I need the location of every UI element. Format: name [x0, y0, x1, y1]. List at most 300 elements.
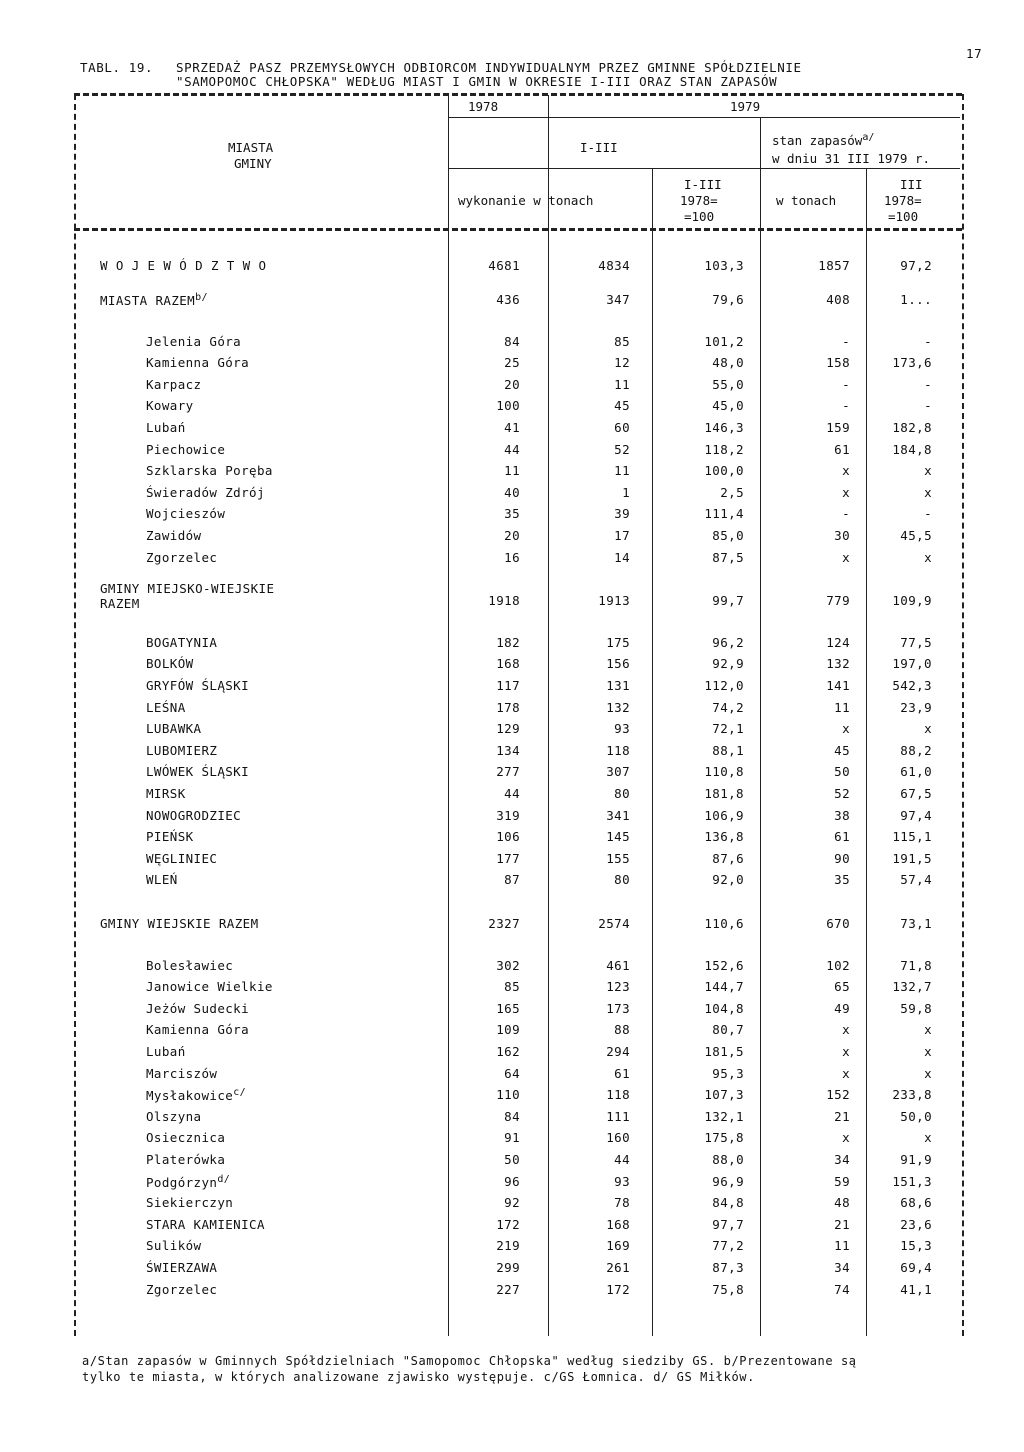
cell-value: 11 [834, 1238, 850, 1253]
cell-value: x [842, 1044, 850, 1059]
cell-value: 80 [614, 872, 630, 887]
cell-value: 141 [826, 678, 850, 693]
row-label [146, 1282, 217, 1297]
row-label-text: Osiecznica [146, 1130, 226, 1145]
cell-value: x [924, 1022, 932, 1037]
row-label [146, 1001, 249, 1016]
cell-value: 41 [504, 420, 520, 435]
row-label [146, 442, 225, 457]
cell-value: 52 [614, 442, 630, 457]
table-row [0, 377, 1024, 397]
row-label-text: LWÓWEK ŚLĄSKI [146, 764, 250, 779]
row-label-text: Lubań [146, 420, 186, 435]
cell-value: 40 [504, 485, 520, 500]
row-label [146, 743, 217, 758]
row-label-text: Zawidów [146, 528, 202, 543]
stock-header-sup: a/ [862, 132, 875, 143]
row-label-text: WLEŃ [146, 872, 178, 887]
table-row [0, 721, 1024, 741]
cell-value: 48 [834, 1195, 850, 1210]
table-row [0, 1130, 1024, 1150]
row-label-text: Piechowice [146, 442, 226, 457]
cell-value: 118,2 [704, 442, 744, 457]
cell-value: 41,1 [900, 1282, 932, 1297]
cell-value: 123 [606, 979, 630, 994]
row-label-footnote: d/ [217, 1174, 231, 1185]
cell-value: 11 [504, 463, 520, 478]
cell-value: 159 [826, 420, 850, 435]
row-label [146, 1195, 233, 1210]
cell-value: 302 [496, 958, 520, 973]
stock-header-text: stan zapasów [772, 133, 863, 149]
table-row [0, 829, 1024, 849]
cell-value: 87 [504, 872, 520, 887]
cell-value: 219 [496, 1238, 520, 1253]
cell-value: 100 [496, 398, 520, 413]
row-label [146, 506, 225, 521]
cell-value: 129 [496, 721, 520, 736]
cell-value: 52 [834, 786, 850, 801]
cell-value: 97,2 [900, 258, 932, 273]
cell-value: 146,3 [704, 420, 744, 435]
cell-value: 48,0 [712, 355, 744, 370]
cell-value: 182 [496, 635, 520, 650]
table-row [0, 506, 1024, 526]
cell-value: 117 [496, 678, 520, 693]
cell-value: 96,2 [712, 635, 744, 650]
row-label-text: Sulików [146, 1238, 202, 1253]
cell-value: 162 [496, 1044, 520, 1059]
cell-value: 168 [496, 656, 520, 671]
table-row [0, 808, 1024, 828]
cell-value: 85 [614, 334, 630, 349]
row-label [146, 528, 201, 543]
row-label-text: PIEŃSK [146, 829, 194, 844]
cell-value: 50,0 [900, 1109, 932, 1124]
cell-value: 44 [504, 442, 520, 457]
cell-value: 124 [826, 635, 850, 650]
cell-value: 34 [834, 1152, 850, 1167]
row-label-text: Świeradów Zdrój [146, 485, 265, 500]
cell-value: 106,9 [704, 808, 744, 823]
cell-value: - [842, 377, 850, 392]
cell-value: 61 [834, 829, 850, 844]
stub-header-line1: MIASTA [228, 140, 274, 155]
cell-value: 118 [606, 743, 630, 758]
table-row [0, 292, 1024, 312]
cell-value: 38 [834, 808, 850, 823]
cell-value: 158 [826, 355, 850, 370]
table-row [0, 743, 1024, 763]
cell-value: 80,7 [712, 1022, 744, 1037]
table-title-line1: SPRZEDAŻ PASZ PRZEMYSŁOWYCH ODBIORCOM INDYWIDUALNYM PRZEZ GMINNE SPÓŁDZIELNIE [176, 60, 802, 75]
cell-value: 74,2 [712, 700, 744, 715]
cell-value: 91 [504, 1130, 520, 1145]
cell-value: 1918 [488, 593, 520, 608]
cell-value: 112,0 [704, 678, 744, 693]
row-label-text: Kamienna Góra [146, 1022, 250, 1037]
cell-value: 175,8 [704, 1130, 744, 1145]
cell-value: 88,0 [712, 1152, 744, 1167]
cell-value: 169 [606, 1238, 630, 1253]
cell-value: 11 [614, 377, 630, 392]
table-row [0, 656, 1024, 676]
row-label [100, 258, 266, 273]
cell-value: 307 [606, 764, 630, 779]
cell-value: 341 [606, 808, 630, 823]
cell-value: 34 [834, 1260, 850, 1275]
table-row [0, 1238, 1024, 1258]
cell-value: 132,1 [704, 1109, 744, 1124]
index-b-line1: III [900, 177, 923, 192]
row-label-text: Szklarska Poręba [146, 463, 273, 478]
stub-header-line2: GMINY [234, 156, 272, 171]
cell-value: - [924, 377, 932, 392]
row-label [146, 979, 273, 994]
cell-value: 30 [834, 528, 850, 543]
table-row [0, 420, 1024, 440]
row-label-text: ŚWIERZAWA [146, 1260, 218, 1275]
cell-value: 227 [496, 1282, 520, 1297]
row-label [146, 872, 178, 887]
table-row [0, 1022, 1024, 1042]
row-label-text: Mysłakowice [146, 1088, 234, 1104]
table-row [0, 1087, 1024, 1107]
row-label [100, 916, 259, 931]
table-row [0, 1001, 1024, 1021]
cell-value: 23,9 [900, 700, 932, 715]
cell-value: 61 [834, 442, 850, 457]
cell-value: 102 [826, 958, 850, 973]
cell-value: 132 [826, 656, 850, 671]
cell-value: - [842, 398, 850, 413]
row-label [100, 581, 274, 611]
row-label-text: Janowice Wielkie [146, 979, 273, 994]
cell-value: 78 [614, 1195, 630, 1210]
row-label-text: Karpacz [146, 377, 202, 392]
year-1978: 1978 [468, 99, 499, 114]
table-row [0, 1174, 1024, 1194]
row-label-text-line2: RAZEM [100, 596, 140, 611]
row-label-text: Olszyna [146, 1109, 202, 1124]
cell-value: 60 [614, 420, 630, 435]
cell-value: 2327 [488, 916, 520, 931]
cell-value: 2574 [598, 916, 630, 931]
cell-value: 347 [606, 292, 630, 307]
table-row [0, 786, 1024, 806]
footnote-line2: tylko te miasta, w których analizowane zjawisko występuje. c/GS Łomnica. d/ GS Miłków. [82, 1370, 755, 1384]
table-row [0, 581, 1024, 613]
table-row [0, 1195, 1024, 1215]
table-row [0, 398, 1024, 418]
cell-value: 45,5 [900, 528, 932, 543]
table-title-line2: "SAMOPOMOC CHŁOPSKA" WEDŁUG MIAST I GMIN W OKRESIE I-III ORAZ STAN ZAPASÓW [176, 74, 778, 89]
cell-value: 39 [614, 506, 630, 521]
cell-value: 173,6 [892, 355, 932, 370]
cell-value: 165 [496, 1001, 520, 1016]
top-rule [74, 93, 962, 96]
row-label [146, 829, 194, 844]
cell-value: 109 [496, 1022, 520, 1037]
cell-value: 75,8 [712, 1282, 744, 1297]
table-row [0, 1152, 1024, 1172]
row-label [146, 958, 233, 973]
cell-value: 73,1 [900, 916, 932, 931]
cell-value: 110 [496, 1087, 520, 1102]
row-label-text: Platerówka [146, 1152, 226, 1167]
cell-value: x [842, 1130, 850, 1145]
header-bottom-rule [74, 228, 962, 231]
cell-value: 35 [504, 506, 520, 521]
cell-value: 97,7 [712, 1217, 744, 1232]
table-row [0, 916, 1024, 936]
cell-value: 45 [614, 398, 630, 413]
cell-value: 87,3 [712, 1260, 744, 1275]
cell-value: 111 [606, 1109, 630, 1124]
cell-value: 101,2 [704, 334, 744, 349]
cell-value: 168 [606, 1217, 630, 1232]
cell-value: 178 [496, 700, 520, 715]
cell-value: 197,0 [892, 656, 932, 671]
row-label-text: BOLKÓW [146, 656, 194, 671]
cell-value: 104,8 [704, 1001, 744, 1016]
row-label-text: Kowary [146, 398, 194, 413]
page-number: 17 [966, 46, 983, 61]
row-label [146, 1238, 201, 1253]
index-a-line3: =100 [684, 209, 715, 224]
row-label-text: LUBOMIERZ [146, 743, 218, 758]
cell-value: 99,7 [712, 593, 744, 608]
cell-value: 71,8 [900, 958, 932, 973]
row-label-text: WĘGLINIEC [146, 851, 218, 866]
cell-value: 77,5 [900, 635, 932, 650]
cell-value: 145 [606, 829, 630, 844]
row-label [146, 1260, 217, 1275]
cell-value: - [842, 334, 850, 349]
cell-value: 319 [496, 808, 520, 823]
cell-value: 152,6 [704, 958, 744, 973]
cell-value: 49 [834, 1001, 850, 1016]
stock-header-line1 [772, 132, 874, 148]
tons-header: w tonach [776, 193, 837, 208]
cell-value: 172 [606, 1282, 630, 1297]
cell-value: 670 [826, 916, 850, 931]
cell-value: 50 [834, 764, 850, 779]
row-label [146, 764, 249, 779]
cell-value: 93 [614, 721, 630, 736]
table-row [0, 678, 1024, 698]
cell-value: 16 [504, 550, 520, 565]
table-row [0, 1066, 1024, 1086]
row-label-text: Bolesławiec [146, 958, 234, 973]
row-label-text: Jeżów Sudecki [146, 1001, 250, 1016]
cell-value: 100,0 [704, 463, 744, 478]
cell-value: 80 [614, 786, 630, 801]
cell-value: x [842, 485, 850, 500]
table-row [0, 1217, 1024, 1237]
cell-value: 59,8 [900, 1001, 932, 1016]
cell-value: 88 [614, 1022, 630, 1037]
cell-value: 2,5 [720, 485, 744, 500]
row-label-text: Wojcieszów [146, 506, 226, 521]
cell-value: 84 [504, 1109, 520, 1124]
cell-value: 69,4 [900, 1260, 932, 1275]
table-row [0, 764, 1024, 784]
cell-value: 77,2 [712, 1238, 744, 1253]
row-label [146, 1109, 201, 1124]
row-label [146, 1152, 225, 1167]
cell-value: 44 [504, 786, 520, 801]
cell-value: 92,9 [712, 656, 744, 671]
table-row [0, 550, 1024, 570]
cell-value: 88,2 [900, 743, 932, 758]
cell-value: 261 [606, 1260, 630, 1275]
footnote-line1: a/Stan zapasów w Gminnych Spółdzielniach "Samopomoc Chłopska" według siedziby GS. b/Prezentowane są [82, 1354, 857, 1368]
table-row [0, 872, 1024, 892]
row-label [146, 1130, 225, 1145]
row-label [146, 786, 186, 801]
cell-value: 21 [834, 1217, 850, 1232]
cell-value: 118 [606, 1087, 630, 1102]
row-label-text: Marciszów [146, 1066, 218, 1081]
cell-value: x [842, 463, 850, 478]
cell-value: x [842, 721, 850, 736]
cell-value: x [924, 550, 932, 565]
cell-value: 4681 [488, 258, 520, 273]
cell-value: x [842, 1066, 850, 1081]
cell-value: 132,7 [892, 979, 932, 994]
table-row [0, 1044, 1024, 1064]
cell-value: 277 [496, 764, 520, 779]
row-label [146, 1044, 186, 1059]
cell-value: - [924, 506, 932, 521]
row-label-text: Kamienna Góra [146, 355, 250, 370]
table-row [0, 528, 1024, 548]
row-label [146, 656, 194, 671]
cell-value: 72,1 [712, 721, 744, 736]
index-b-line3: =100 [888, 209, 919, 224]
cell-value: x [924, 463, 932, 478]
cell-value: 55,0 [712, 377, 744, 392]
cell-value: 84,8 [712, 1195, 744, 1210]
cell-value: 542,3 [892, 678, 932, 693]
cell-value: 110,8 [704, 764, 744, 779]
cell-value: 59 [834, 1174, 850, 1189]
table-row [0, 1282, 1024, 1302]
cell-value: 103,3 [704, 258, 744, 273]
table-label: TABL. 19. [80, 60, 154, 75]
cell-value: - [924, 398, 932, 413]
cell-value: 25 [504, 355, 520, 370]
index-a-line2: 1978= [680, 193, 718, 208]
cell-value: x [924, 485, 932, 500]
cell-value: 87,5 [712, 550, 744, 565]
cell-value: 779 [826, 593, 850, 608]
cell-value: 436 [496, 292, 520, 307]
row-label [146, 808, 241, 823]
row-label-footnote: b/ [195, 292, 208, 303]
cell-value: 172 [496, 1217, 520, 1232]
cell-value: 45,0 [712, 398, 744, 413]
cell-value: - [924, 334, 932, 349]
table-row [0, 442, 1024, 462]
cell-value: 64 [504, 1066, 520, 1081]
row-label-text: MIASTA RAZEM [100, 293, 196, 309]
row-label [100, 292, 208, 308]
cell-value: 1857 [818, 258, 850, 273]
row-label-footnote: c/ [233, 1087, 247, 1098]
cell-value: 175 [606, 635, 630, 650]
cell-value: 35 [834, 872, 850, 887]
row-label-text: STARA KAMIENICA [146, 1217, 265, 1232]
table-row [0, 635, 1024, 655]
cell-value: 294 [606, 1044, 630, 1059]
table-row [0, 851, 1024, 871]
table-row [0, 463, 1024, 483]
cell-value: 67,5 [900, 786, 932, 801]
row-label-text: Podgórzyn [146, 1175, 218, 1191]
cell-value: 92,0 [712, 872, 744, 887]
cell-value: 21 [834, 1109, 850, 1124]
cell-value: 173 [606, 1001, 630, 1016]
cell-value: 57,4 [900, 872, 932, 887]
cell-value: 50 [504, 1152, 520, 1167]
cell-value: 15,3 [900, 1238, 932, 1253]
cell-value: 132 [606, 700, 630, 715]
table-row [0, 1260, 1024, 1280]
cell-value: 1... [900, 292, 932, 307]
cell-value: 96 [504, 1174, 520, 1189]
cell-value: 131 [606, 678, 630, 693]
cell-value: 85 [504, 979, 520, 994]
cell-value: - [842, 506, 850, 521]
row-label [146, 1066, 217, 1081]
header-sub-rule [448, 168, 960, 169]
cell-value: x [924, 1066, 932, 1081]
row-label [146, 334, 241, 349]
row-label-text: Jelenia Góra [146, 334, 242, 349]
cell-value: 182,8 [892, 420, 932, 435]
cell-value: 181,8 [704, 786, 744, 801]
table-row [0, 1109, 1024, 1129]
row-label [146, 355, 249, 370]
cell-value: 1913 [598, 593, 630, 608]
cell-value: 111,4 [704, 506, 744, 521]
row-label-text: BOGATYNIA [146, 635, 218, 650]
cell-value: 177 [496, 851, 520, 866]
cell-value: 461 [606, 958, 630, 973]
header-year-rule [448, 117, 960, 118]
table-row [0, 334, 1024, 354]
row-label-text: NOWOGRODZIEC [146, 808, 242, 823]
cell-value: 4834 [598, 258, 630, 273]
cell-value: 181,5 [704, 1044, 744, 1059]
row-label [146, 721, 201, 736]
cell-value: 155 [606, 851, 630, 866]
table-row [0, 979, 1024, 999]
cell-value: x [924, 1044, 932, 1059]
cell-value: 45 [834, 743, 850, 758]
cell-value: 88,1 [712, 743, 744, 758]
row-label-text: W O J E W Ó D Z T W O [100, 258, 267, 273]
cell-value: 106 [496, 829, 520, 844]
period-header: I-III [580, 140, 618, 155]
row-label-text: LEŚNA [146, 700, 186, 715]
cell-value: 151,3 [892, 1174, 932, 1189]
row-label [146, 485, 265, 500]
row-label-text: Lubań [146, 1044, 186, 1059]
row-label [146, 851, 217, 866]
